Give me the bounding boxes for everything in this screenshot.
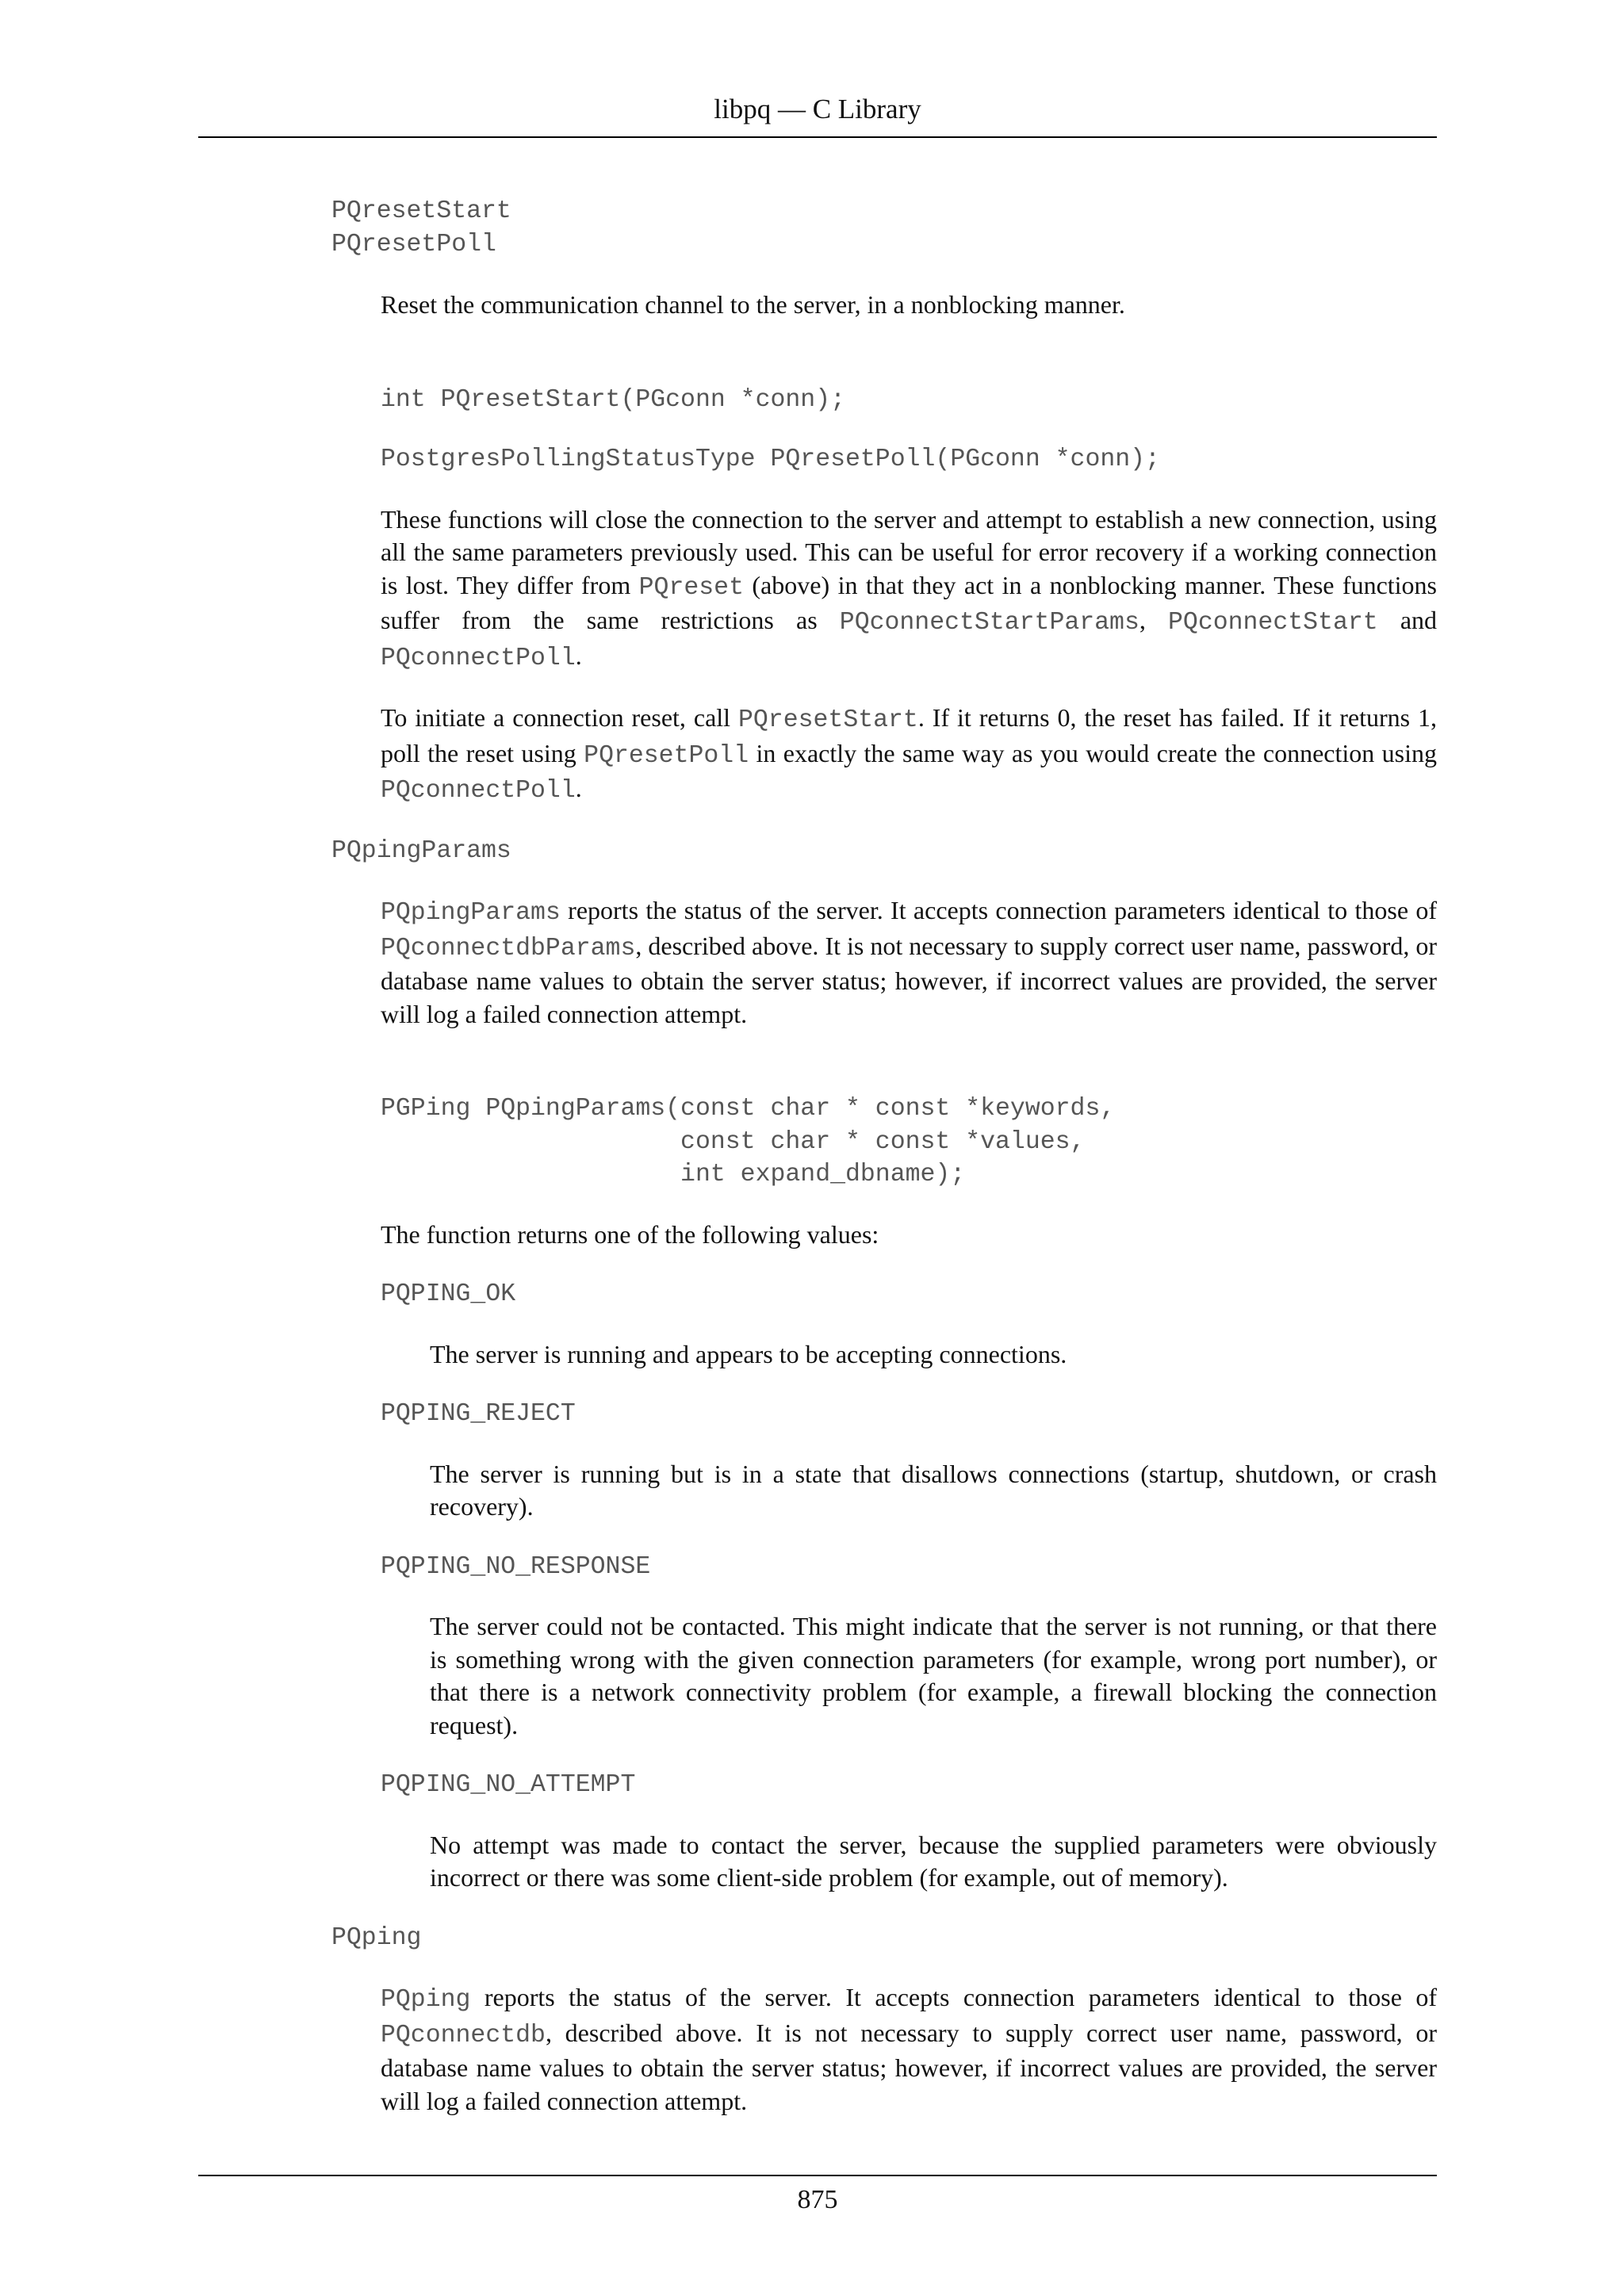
value-description: The server is running and appears to be accepting connections. — [430, 1339, 1067, 1368]
ping-definition — [381, 1981, 1437, 2118]
running-header: libpq — C Library — [714, 94, 921, 124]
pingparams-paragraph-1: PQpingParams reports the status of the server. It accepts connection parameters identical to those of PQconnectdbParams, described above. It is not necessary to supply correct user name, password, or database name values to obtain the server status; however, if incorrect values are provided, the server will log a failed connection attempt. — [381, 896, 1437, 1028]
code-pqresetpoll: PostgresPollingStatusType PQresetPoll(PGconn *conn); — [381, 446, 1160, 473]
value-name: PQPING_REJECT — [381, 1400, 576, 1428]
reset-intro: Reset the communication channel to the server, in a nonblocking manner. — [381, 290, 1125, 319]
code-pqpingparams: PGPing PQpingParams(const char * const *keywords, const char * const *values, int expand_dbname); — [381, 1095, 1116, 1188]
header-rule — [198, 136, 1437, 138]
term-pqpingparams: PQpingParams — [331, 836, 511, 865]
ping-paragraph-1: PQping reports the status of the server. It accepts connection parameters identical to those of PQconnectdb, described above. It is not necessary to supply correct user name, password, or database name values to obtain the server status; however, if incorrect values are provided, the server will log a failed connection attempt. — [381, 1983, 1437, 2115]
page-content — [331, 195, 1437, 2118]
value-description: The server is running but is in a state that disallows connections (startup, shutdown, or crash recovery). — [430, 1459, 1437, 1521]
value-name: PQPING_NO_RESPONSE — [381, 1552, 651, 1581]
reset-paragraph-1: These functions will close the connection to the server and attempt to establish a new connection, using all the same parameters previously used. This can be useful for error recovery if a working connection is lost. They differ from PQreset (above) in that they act in a nonblocking manner. These functions suffer from the same restrictions as PQconnectStartParams, PQconnectStart and PQconnectPoll. — [381, 504, 1438, 672]
value-name: PQPING_OK — [381, 1280, 516, 1308]
returns-intro: The function returns one of the following values: — [381, 1219, 879, 1249]
pingparams-definition — [381, 894, 1437, 1895]
code-pqresetstart: int PQresetStart(PGconn *conn); — [381, 385, 845, 414]
value-description: No attempt was made to contact the server, because the supplied parameters were obviously incorrect or there was some client-side problem (for example, out of memory). — [430, 1830, 1437, 1892]
page-number: 875 — [797, 2185, 838, 2214]
term-pqping: PQping — [331, 1923, 422, 1952]
term-pqresetpoll: PQresetPoll — [331, 230, 496, 258]
reset-definition — [381, 289, 1437, 808]
footer-rule — [198, 2175, 1437, 2176]
term-pqresetstart: PQresetStart — [331, 197, 511, 225]
value-name: PQPING_NO_ATTEMPT — [381, 1771, 636, 1799]
value-description: The server could not be contacted. This might indicate that the server is not running, or that there is something wrong with the given connection parameters (for example, wrong port number), or that there is a network connectivity problem (for example, a firewall blocking the connection request). — [430, 1612, 1437, 1739]
reset-paragraph-2: To initiate a connection reset, call PQresetStart. If it returns 0, the reset has failed. If it returns 1, poll the reset using PQresetPoll in exactly the same way as you would create the connection using PQconnectPoll. — [381, 703, 1438, 805]
